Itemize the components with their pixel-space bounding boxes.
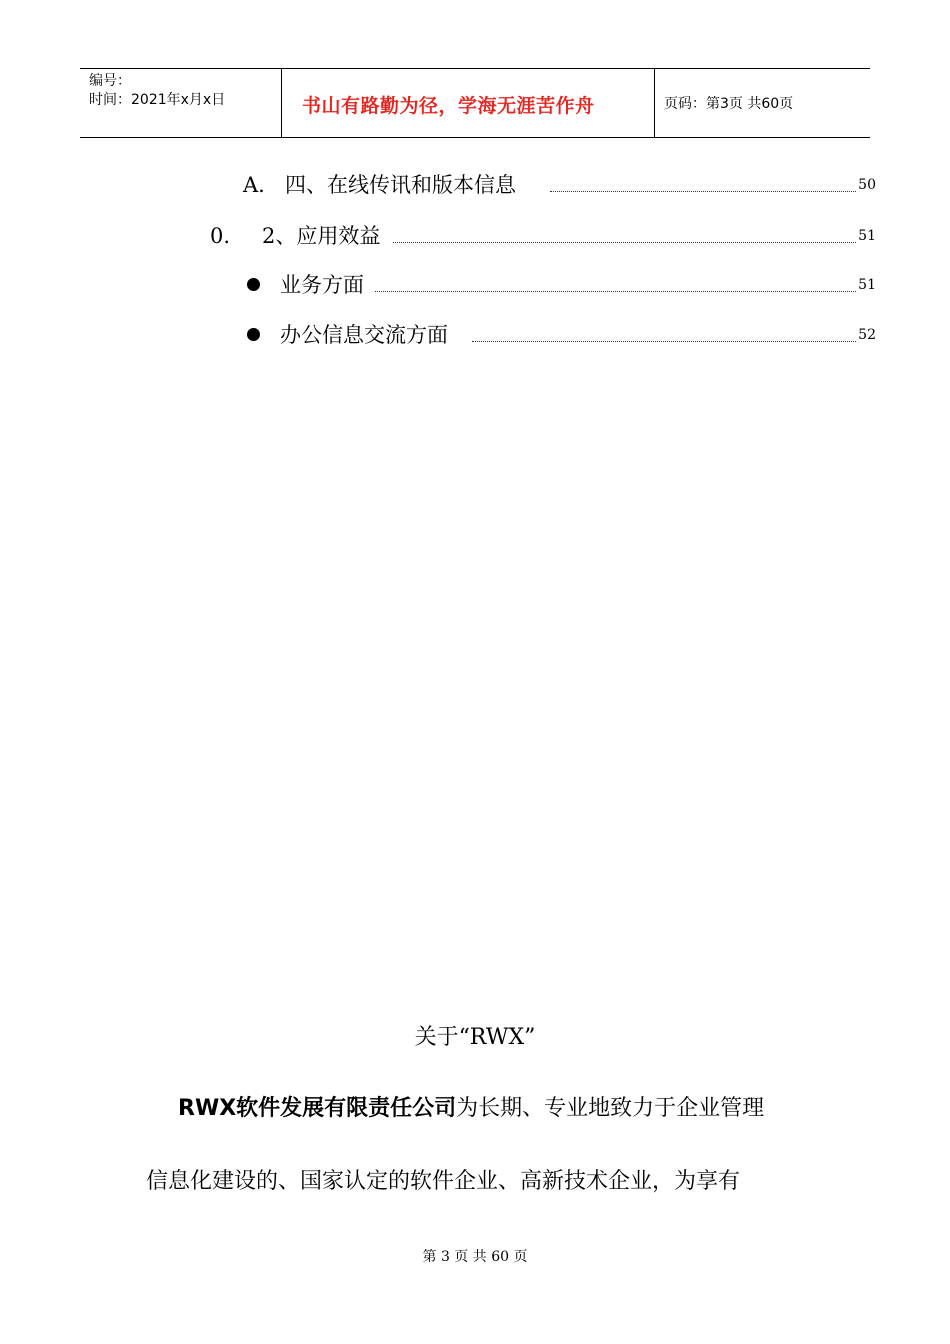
header-meta-cell — [80, 69, 282, 137]
doc-number-label: 编号： — [89, 73, 131, 89]
about-paragraph-line — [178, 1094, 764, 1124]
toc-marker: A. — [243, 173, 265, 197]
toc-leader-dots — [393, 242, 856, 243]
toc-title: 办公信息交流方面 — [280, 323, 448, 347]
company-name: RWX软件发展有限责任公司 — [178, 1096, 457, 1121]
toc-entry[interactable] — [0, 270, 950, 300]
header-motto: 书山有路勤为径，学海无涯苦作舟 — [302, 95, 595, 117]
doc-date: 时间：2021年x月x日 — [89, 92, 226, 108]
toc-marker: 0. — [210, 224, 231, 248]
toc-title: 四、在线传讯和版本信息 — [285, 173, 516, 197]
page-footer: 第 3 页 共 60 页 — [422, 1249, 528, 1265]
toc-page-number: 52 — [858, 327, 876, 343]
toc-leader-dots — [472, 341, 856, 342]
toc-entry[interactable] — [0, 320, 950, 350]
bullet-icon — [247, 328, 260, 341]
header-motto-cell — [282, 69, 655, 137]
toc-page-number: 50 — [858, 177, 876, 193]
about-heading: 关于“RWX” — [414, 1025, 536, 1050]
about-paragraph-line: 信息化建设的、国家认定的软件企业、高新技术企业，为享有 — [146, 1169, 741, 1194]
toc-entry[interactable] — [0, 221, 950, 251]
toc-title: 业务方面 — [280, 273, 364, 297]
bullet-icon — [247, 278, 260, 291]
toc-page-number: 51 — [858, 228, 876, 244]
toc-entry[interactable] — [0, 170, 950, 200]
header-page-cell — [655, 69, 870, 137]
toc-leader-dots — [375, 291, 856, 292]
header-page-info: 页码：第3页 共60页 — [664, 96, 794, 112]
toc-leader-dots — [550, 191, 856, 192]
about-text: 为长期、专业地致力于企业管理 — [456, 1096, 765, 1121]
toc-page-number: 51 — [858, 277, 876, 293]
page-header — [80, 68, 870, 138]
toc-title: 2、应用效益 — [262, 224, 381, 248]
